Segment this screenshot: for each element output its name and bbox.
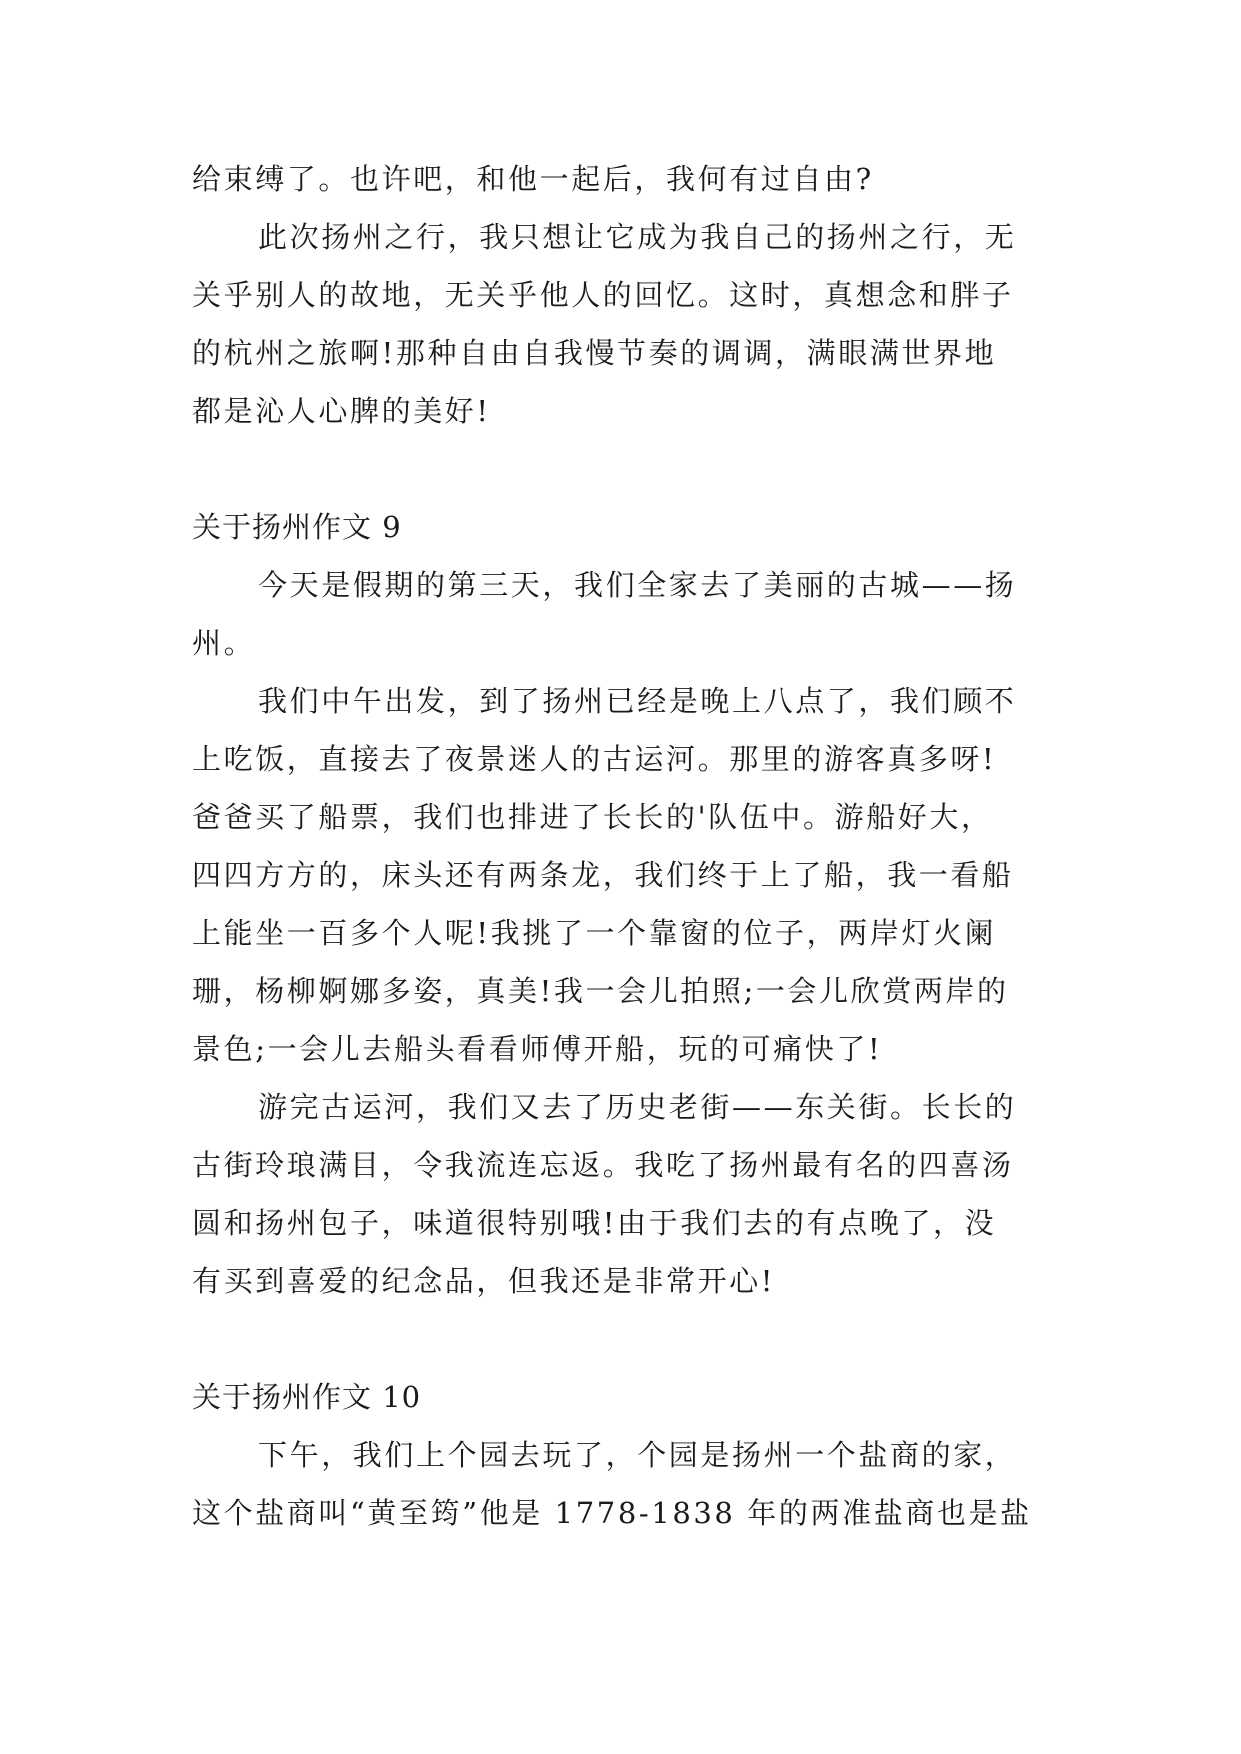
paragraph-line: 给束缚了。也许吧，和他一起后，我何有过自由?	[192, 162, 874, 196]
paragraph-line: 我们中午出发，到了扬州已经是晚上八点了，我们顾不	[258, 684, 1017, 718]
paragraph-line: 有买到喜爱的纪念品，但我还是非常开心!	[192, 1264, 776, 1298]
paragraph-line: 四四方方的，床头还有两条龙，我们终于上了船，我一看船	[192, 858, 1014, 892]
paragraph-line: 这个盐商叫“黄至筠”他是 1778-1838 年的两准盐商也是盐	[192, 1496, 1032, 1530]
paragraph-line: 都是沁人心脾的美好!	[192, 394, 491, 428]
paragraph-line: 上吃饭，直接去了夜景迷人的古运河。那里的游客真多呀!	[192, 742, 997, 776]
section-gap	[192, 440, 1052, 498]
paragraph-line: 今天是假期的第三天，我们全家去了美丽的古城——扬	[258, 568, 1017, 602]
paragraph-line: 爸爸买了船票，我们也排进了长长的'队伍中。游船好大，	[192, 800, 993, 834]
paragraph-line: 州。	[192, 626, 256, 660]
paragraph-line: 下午，我们上个园去玩了，个园是扬州一个盐商的家，	[258, 1438, 1017, 1472]
paragraph-line: 的杭州之旅啊!那种自由自我慢节奏的调调，满眼满世界地	[192, 336, 997, 370]
paragraph-line: 游完古运河，我们又去了历史老街——东关街。长长的	[258, 1090, 1017, 1124]
document-page	[192, 150, 1052, 1542]
paragraph-line: 关乎别人的故地，无关乎他人的回忆。这时，真想念和胖子	[192, 278, 1014, 312]
section-gap	[192, 1310, 1052, 1368]
paragraph-line: 珊，杨柳婀娜多姿，真美!我一会儿拍照;一会儿欣赏两岸的	[192, 974, 1009, 1008]
section-heading-9: 关于扬州作文 9	[192, 510, 402, 544]
section-heading-10: 关于扬州作文 10	[192, 1380, 422, 1414]
paragraph-line: 此次扬州之行，我只想让它成为我自己的扬州之行，无	[258, 220, 1017, 254]
paragraph-line: 景色;一会儿去船头看看师傅开船，玩的可痛快了!	[192, 1032, 883, 1066]
paragraph-line: 圆和扬州包子，味道很特别哦!由于我们去的有点晚了，没	[192, 1206, 997, 1240]
paragraph-line: 古街玲琅满目，令我流连忘返。我吃了扬州最有名的四喜汤	[192, 1148, 1014, 1182]
paragraph-line: 上能坐一百多个人呢!我挑了一个靠窗的位子，两岸灯火阑	[192, 916, 997, 950]
